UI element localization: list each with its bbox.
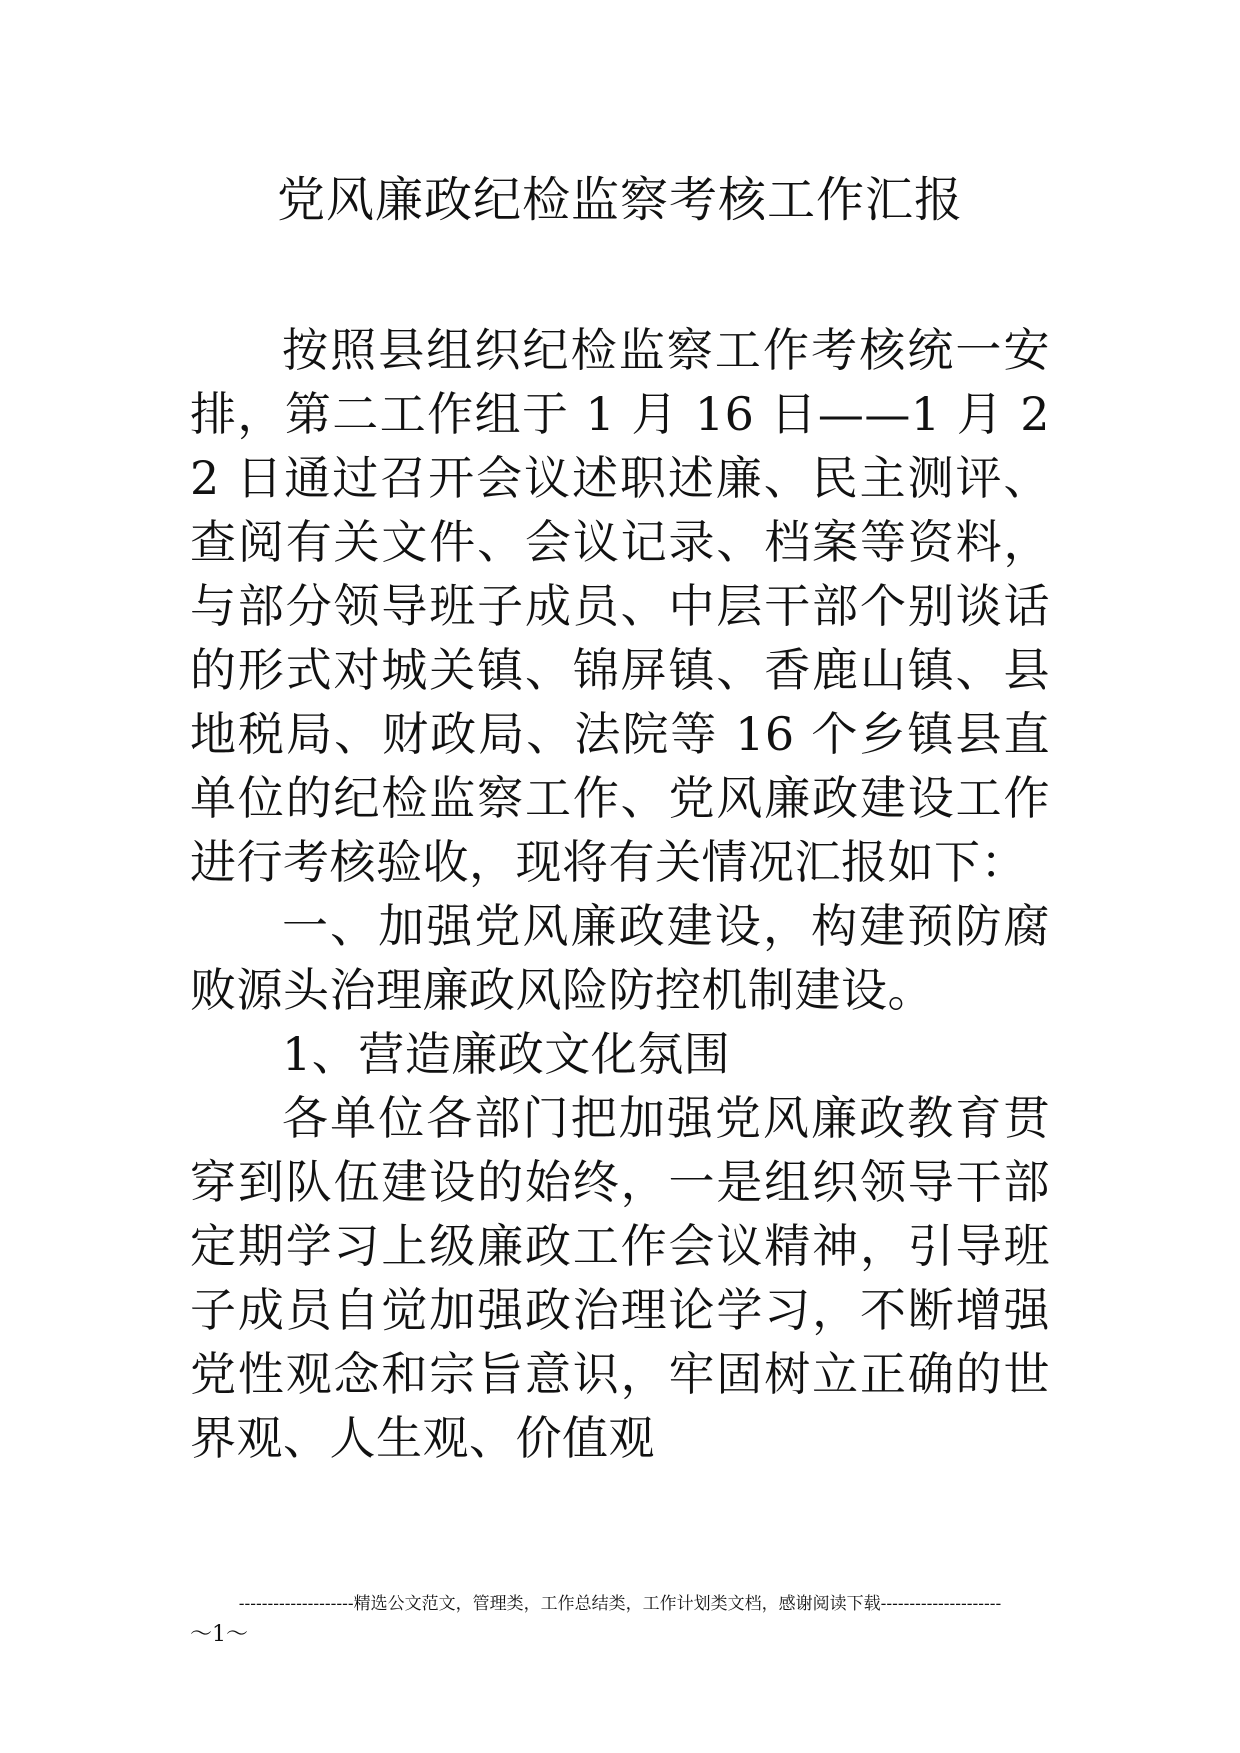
paragraph-subheading: 1、营造廉政文化氛围 (282, 1027, 731, 1081)
paragraph-education: 各单位各部门把加强党风廉政教育贯穿到队伍建设的始终，一是组织领导干部定期学习上级廉政工作会议精神，引导班子成员自觉加强政治理论学习，不断增强党性观念和宗旨意识，牢固树立正确的世界观、人生观、价值观 (190, 1091, 1050, 1465)
document-title: 党风廉政纪检监察考核工作汇报 (276, 172, 963, 228)
page-number: ～1～ (190, 1622, 248, 1647)
paragraph-intro: 按照县组织纪检监察工作考核统一安排，第二工作组于 1 月 16 日——1 月 22 日通过召开会议述职述廉、民主测评、查阅有关文件、会议记录、档案等资料，与部分领导班子成员、中层干部个别谈话的形式对城关镇、锦屏镇、香鹿山镇、县地税局、财政局、法院等 16 个乡镇县直单位的纪检监察工作、党风廉政建设工作进行考核验收，现将有关情况汇报如下： (190, 323, 1050, 889)
paragraph-section-heading: 一、加强党风廉政建设，构建预防腐败源头治理廉政风险防控机制建设。 (190, 899, 1050, 1017)
footer-note: --------------------精选公文范文，管理类，工作总结类，工作计划类文档，感谢阅读下载--------------------- (238, 1594, 1002, 1614)
document-body (190, 318, 1050, 1470)
